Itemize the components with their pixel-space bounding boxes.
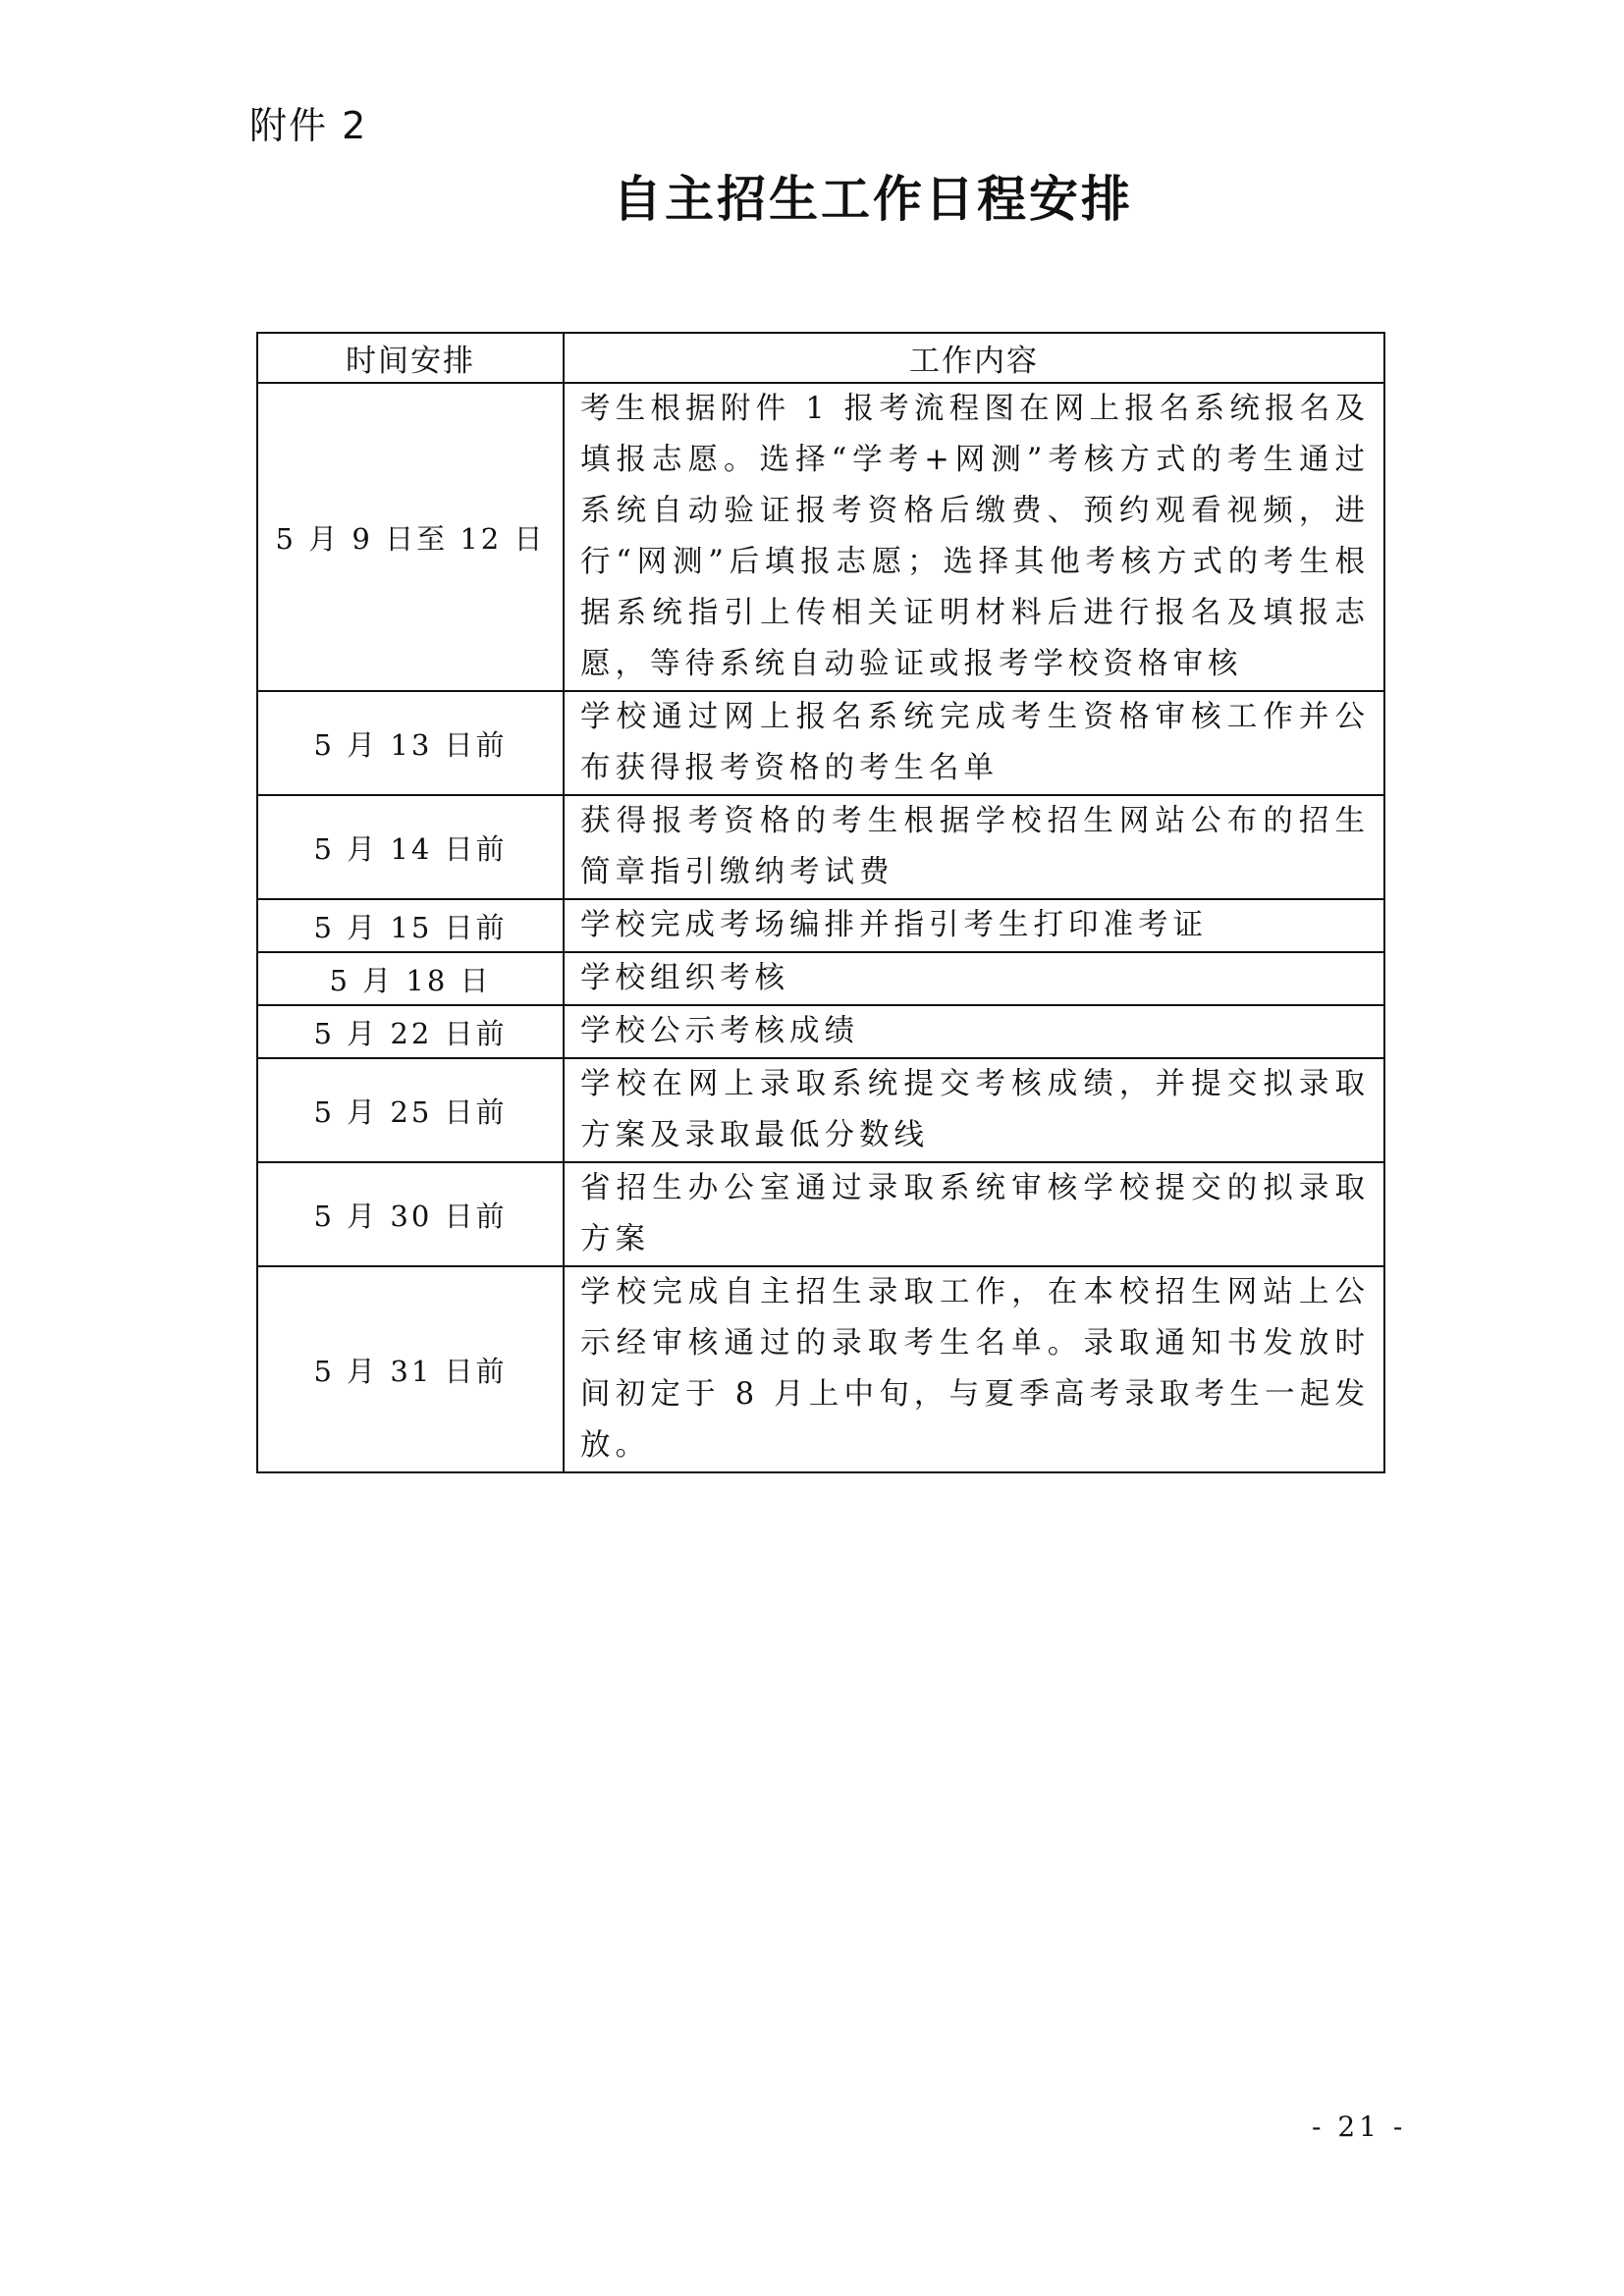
content-cell: 学校组织考核 xyxy=(564,952,1384,1005)
time-cell: 5 月 25 日前 xyxy=(257,1058,564,1162)
time-cell: 5 月 9 日至 12 日 xyxy=(257,383,564,691)
table-row xyxy=(257,795,1384,899)
table-row xyxy=(257,1162,1384,1266)
time-cell: 5 月 13 日前 xyxy=(257,691,564,795)
content-cell: 学校在网上录取系统提交考核成绩，并提交拟录取方案及录取最低分数线 xyxy=(564,1058,1384,1162)
time-cell: 5 月 15 日前 xyxy=(257,899,564,952)
time-cell: 5 月 22 日前 xyxy=(257,1005,564,1058)
table-header-row xyxy=(257,333,1384,383)
time-cell: 5 月 31 日前 xyxy=(257,1266,564,1472)
attachment-label: 附件 2 xyxy=(249,104,368,147)
time-cell: 5 月 14 日前 xyxy=(257,795,564,899)
content-cell: 获得报考资格的考生根据学校招生网站公布的招生简章指引缴纳考试费 xyxy=(564,795,1384,899)
table-row xyxy=(257,1005,1384,1058)
time-cell: 5 月 18 日 xyxy=(257,952,564,1005)
content-cell: 学校通过网上报名系统完成考生资格审核工作并公布获得报考资格的考生名单 xyxy=(564,691,1384,795)
content-cell: 学校完成自主招生录取工作，在本校招生网站上公示经审核通过的录取考生名单。录取通知书发放时间初定于 8 月上中旬，与夏季高考录取考生一起发放。 xyxy=(564,1266,1384,1472)
content-cell: 学校完成考场编排并指引考生打印准考证 xyxy=(564,899,1384,952)
table-row xyxy=(257,1058,1384,1162)
table-row xyxy=(257,952,1384,1005)
page-number: - 21 - xyxy=(1312,2110,1407,2143)
table-row xyxy=(257,899,1384,952)
table-row xyxy=(257,383,1384,691)
header-content: 工作内容 xyxy=(564,333,1384,383)
content-cell: 考生根据附件 1 报考流程图在网上报名系统报名及填报志愿。选择“学考+网测”考核方式的考生通过系统自动验证报考资格后缴费、预约观看视频，进行“网测”后填报志愿；选择其他考核方式的考生根据系统指引上传相关证明材料后进行报名及填报志愿，等待系统自动验证或报考学校资格审核 xyxy=(564,383,1384,691)
content-cell: 省招生办公室通过录取系统审核学校提交的拟录取方案 xyxy=(564,1162,1384,1266)
page-title: 自主招生工作日程安排 xyxy=(613,170,1133,228)
content-cell: 学校公示考核成绩 xyxy=(564,1005,1384,1058)
table-row xyxy=(257,691,1384,795)
header-time: 时间安排 xyxy=(257,333,564,383)
schedule-table xyxy=(256,332,1385,1473)
time-cell: 5 月 30 日前 xyxy=(257,1162,564,1266)
table-row xyxy=(257,1266,1384,1472)
